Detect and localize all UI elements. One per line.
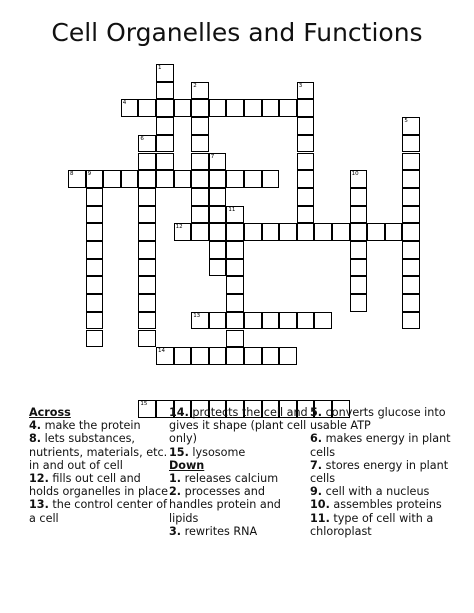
grid-cell[interactable] [209, 188, 227, 206]
grid-cell[interactable] [191, 135, 209, 153]
clues-column-2 [169, 406, 309, 538]
cell-number: 2 [193, 82, 197, 89]
clue-number: 8. [29, 432, 42, 446]
grid-cell[interactable] [86, 276, 104, 294]
cell-number: 6 [140, 135, 144, 142]
grid-cell[interactable] [226, 259, 244, 277]
grid-cell[interactable] [297, 117, 315, 135]
grid-cell[interactable] [385, 223, 403, 241]
clue-text: the control center of a cell [29, 498, 167, 525]
grid-cell[interactable] [156, 99, 174, 117]
grid-cell[interactable] [402, 188, 420, 206]
cell-number: 9 [87, 171, 92, 178]
clue-number: 6. [310, 432, 323, 446]
clue-number: 5. [310, 406, 323, 419]
grid-cell[interactable] [314, 223, 332, 241]
grid-cell[interactable] [209, 241, 227, 259]
grid-cell[interactable] [262, 223, 280, 241]
grid-cell[interactable] [156, 347, 174, 365]
grid-cell[interactable] [86, 206, 104, 224]
clue-text: lets substances, nutrients, materials, etc. in and out of cell [29, 432, 168, 472]
grid-cell[interactable] [244, 312, 262, 330]
grid-cell[interactable] [262, 99, 280, 117]
clue-across-8 [29, 432, 169, 472]
grid-cell[interactable] [262, 170, 280, 188]
clue-text: rewrites RNA [184, 524, 258, 538]
clue-down-7 [310, 459, 470, 485]
grid-cell[interactable] [138, 188, 156, 206]
clue-across-14 [169, 406, 309, 446]
grid-cell[interactable] [350, 170, 368, 188]
grid-cell[interactable] [226, 241, 244, 259]
grid-cell[interactable] [209, 347, 227, 365]
clue-down-6 [310, 432, 470, 458]
clue-number: 13. [29, 498, 49, 512]
cell-number: 13 [193, 312, 201, 319]
grid-cell[interactable] [86, 241, 104, 259]
grid-cell[interactable] [402, 206, 420, 224]
puzzle-title: Cell Organelles and Functions [51, 18, 423, 47]
grid-cell[interactable] [244, 99, 262, 117]
grid-cell[interactable] [297, 206, 315, 224]
grid-cell[interactable] [297, 188, 315, 206]
grid-cell[interactable] [174, 347, 192, 365]
grid-cell[interactable] [156, 170, 174, 188]
cell-number: 4 [122, 100, 127, 107]
clue-down-1 [169, 472, 309, 485]
clue-across-15 [169, 446, 309, 459]
grid-cell[interactable] [138, 206, 156, 224]
clue-across-4 [29, 419, 169, 432]
grid-cell[interactable] [402, 153, 420, 171]
grid-cell[interactable] [209, 312, 227, 330]
clue-number: 4. [29, 419, 42, 433]
clue-number: 10. [310, 498, 330, 512]
grid-cell[interactable] [191, 206, 209, 224]
grid-cell[interactable] [86, 170, 104, 188]
cell-number: 5 [404, 118, 408, 125]
clue-number: 7. [310, 458, 323, 472]
cell-number: 3 [298, 82, 303, 89]
clue-number: 2. [169, 485, 182, 499]
clue-down-9 [310, 485, 470, 498]
clue-number: 12. [29, 472, 49, 486]
grid-cell[interactable] [402, 241, 420, 259]
clue-down-11 [310, 512, 470, 538]
clue-text: assembles proteins [333, 498, 442, 512]
grid-cell[interactable] [174, 223, 192, 241]
grid-cell[interactable] [191, 312, 209, 330]
grid-cell[interactable] [244, 347, 262, 365]
clue-down-3 [169, 525, 309, 538]
grid-cell[interactable] [138, 170, 156, 188]
grid-cell[interactable] [314, 312, 332, 330]
clue-number: 14. [169, 406, 189, 419]
grid-cell[interactable] [209, 99, 227, 117]
grid-cell[interactable] [350, 294, 368, 312]
grid-cell[interactable] [226, 99, 244, 117]
grid-cell[interactable] [174, 170, 192, 188]
clue-text: lysosome [192, 445, 246, 459]
grid-cell[interactable] [138, 330, 156, 348]
grid-cell[interactable] [402, 294, 420, 312]
grid-cell[interactable] [350, 188, 368, 206]
grid-cell[interactable] [138, 294, 156, 312]
grid-cell[interactable] [138, 223, 156, 241]
grid-cell[interactable] [279, 312, 297, 330]
grid-cell[interactable] [226, 330, 244, 348]
grid-cell[interactable] [138, 259, 156, 277]
grid-cell[interactable] [350, 259, 368, 277]
grid-cell[interactable] [86, 330, 104, 348]
grid-cell[interactable] [297, 170, 315, 188]
clue-text: protects the cell and gives it shape (plant cell only) [169, 406, 308, 446]
grid-cell[interactable] [244, 223, 262, 241]
clue-across-12 [29, 472, 169, 498]
clue-text: cell with a nucleus [325, 485, 430, 499]
grid-cell[interactable] [209, 259, 227, 277]
across-heading: Across [29, 406, 71, 419]
grid-cell[interactable] [332, 223, 350, 241]
grid-cell[interactable] [367, 223, 385, 241]
clue-text: make the protein [44, 419, 141, 433]
clue-number: 3. [169, 524, 182, 538]
grid-cell[interactable] [191, 153, 209, 171]
grid-cell[interactable] [209, 223, 227, 241]
clue-text: releases calcium [184, 472, 279, 486]
grid-cell[interactable] [402, 223, 420, 241]
clue-down-2 [169, 485, 309, 525]
grid-cell[interactable] [138, 153, 156, 171]
grid-cell[interactable] [226, 223, 244, 241]
grid-cell[interactable] [138, 99, 156, 117]
clue-number: 11. [310, 511, 330, 525]
cell-number: 11 [228, 206, 236, 213]
grid-cell[interactable] [68, 170, 86, 188]
grid-cell[interactable] [174, 99, 192, 117]
grid-cell[interactable] [262, 347, 280, 365]
grid-cell[interactable] [121, 99, 139, 117]
grid-cell[interactable] [86, 223, 104, 241]
grid-cell[interactable] [226, 294, 244, 312]
grid-cell[interactable] [156, 135, 174, 153]
grid-cell[interactable] [156, 117, 174, 135]
grid-cell[interactable] [279, 223, 297, 241]
grid-cell[interactable] [297, 82, 315, 100]
grid-cell[interactable] [402, 259, 420, 277]
cell-number: 12 [175, 224, 183, 231]
grid-cell[interactable] [138, 135, 156, 153]
clue-across-13 [29, 498, 169, 524]
clue-text: type of cell with a chloroplast [310, 511, 434, 538]
grid-cell[interactable] [402, 312, 420, 330]
grid-cell[interactable] [297, 312, 315, 330]
grid-cell[interactable] [402, 276, 420, 294]
grid-cell[interactable] [103, 170, 121, 188]
grid-cell[interactable] [402, 117, 420, 135]
grid-cell[interactable] [191, 82, 209, 100]
grid-cell[interactable] [191, 99, 209, 117]
grid-cell[interactable] [156, 64, 174, 82]
grid-cell[interactable] [226, 206, 244, 224]
grid-cell[interactable] [138, 312, 156, 330]
grid-cell[interactable] [209, 153, 227, 171]
cell-number: 7 [210, 153, 215, 160]
grid-cell[interactable] [297, 223, 315, 241]
cell-number: 15 [140, 401, 148, 408]
cell-number: 10 [351, 171, 359, 178]
grid-cell[interactable] [191, 170, 209, 188]
grid-cell[interactable] [86, 259, 104, 277]
grid-cell[interactable] [350, 206, 368, 224]
grid-cell[interactable] [191, 188, 209, 206]
grid-cell[interactable] [226, 276, 244, 294]
clue-text: makes energy in plant cells [310, 432, 451, 459]
grid-cell[interactable] [244, 170, 262, 188]
clue-text: stores energy in plant cells [310, 458, 449, 486]
grid-cell[interactable] [279, 99, 297, 117]
grid-cell[interactable] [226, 170, 244, 188]
clue-text: fills out cell and holds organelles in place [29, 472, 169, 499]
clue-down-5 [310, 406, 470, 432]
cell-number: 1 [158, 65, 162, 71]
clues-column-3 [310, 406, 470, 538]
grid-cell[interactable] [191, 223, 209, 241]
clue-text: processes and handles protein and lipids [169, 485, 281, 525]
grid-cell[interactable] [156, 153, 174, 171]
grid-cell[interactable] [86, 188, 104, 206]
grid-cell[interactable] [297, 153, 315, 171]
grid-cell[interactable] [121, 170, 139, 188]
grid-cell[interactable] [191, 117, 209, 135]
grid-cell[interactable] [209, 206, 227, 224]
clue-text: converts glucose into usable ATP [310, 406, 446, 433]
grid-cell[interactable] [402, 170, 420, 188]
clue-number: 15. [169, 445, 189, 459]
grid-cell[interactable] [350, 241, 368, 259]
grid-cell[interactable] [350, 276, 368, 294]
grid-cell[interactable] [350, 223, 368, 241]
clue-number: 9. [310, 485, 323, 499]
grid-cell[interactable] [209, 170, 227, 188]
grid-cell[interactable] [262, 312, 280, 330]
clues-column-1 [29, 406, 169, 525]
grid-cell[interactable] [297, 99, 315, 117]
grid-cell[interactable] [226, 347, 244, 365]
cell-number: 14 [158, 348, 165, 355]
clue-number: 1. [169, 472, 182, 486]
grid-cell[interactable] [226, 312, 244, 330]
grid-cell[interactable] [297, 135, 315, 153]
grid-cell[interactable] [138, 276, 156, 294]
grid-cell[interactable] [138, 241, 156, 259]
grid-cell[interactable] [402, 135, 420, 153]
clue-down-10 [310, 498, 470, 511]
grid-cell[interactable] [156, 82, 174, 100]
grid-cell[interactable] [279, 347, 297, 365]
grid-cell[interactable] [86, 312, 104, 330]
grid-cell[interactable] [191, 347, 209, 365]
cell-number: 8 [70, 171, 74, 178]
grid-cell[interactable] [86, 294, 104, 312]
down-heading: Down [169, 458, 205, 472]
